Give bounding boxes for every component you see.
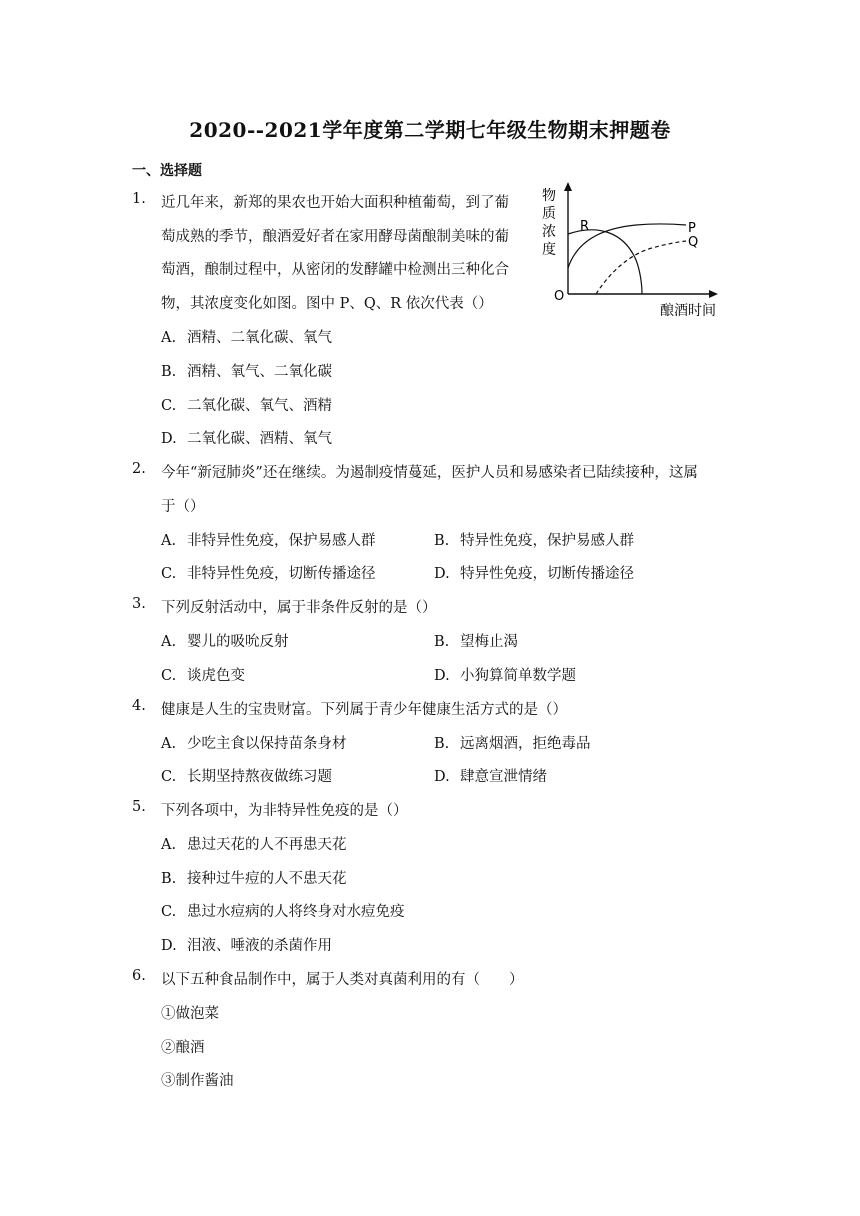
question-text-line: 于（）: [161, 499, 205, 515]
option-text: 特异性免疫，保护易感人群: [460, 533, 634, 549]
question-number: 1.: [132, 191, 146, 207]
option-a[interactable]: [161, 529, 376, 550]
option-letter: A.: [161, 634, 177, 650]
curve-q: [596, 241, 686, 294]
option-letter: A.: [161, 533, 177, 549]
option-c[interactable]: [161, 664, 245, 685]
question-number: 3.: [132, 596, 146, 612]
option-c[interactable]: [161, 562, 376, 583]
option-text: 酒精、氧气、二氧化碳: [187, 364, 332, 380]
curve-label-p: P: [688, 221, 696, 236]
option-b[interactable]: [434, 732, 591, 753]
option-letter: C.: [161, 398, 177, 414]
option-letter: B.: [161, 364, 177, 380]
option-text: 接种过牛痘的人不患天花: [187, 871, 347, 887]
option-text: 长期坚持熬夜做练习题: [187, 769, 332, 785]
option-d[interactable]: [161, 427, 332, 448]
option-letter: D.: [161, 938, 177, 954]
option-text: 二氧化碳、氧气、酒精: [187, 398, 332, 414]
option-letter: A.: [161, 330, 177, 346]
option-b[interactable]: [434, 529, 634, 550]
y-axis-label: 质: [542, 206, 556, 222]
option-text: 肆意宣泄情绪: [460, 769, 547, 785]
option-letter: B.: [434, 634, 450, 650]
option-letter: D.: [434, 769, 450, 785]
option-letter: D.: [434, 566, 450, 582]
option-letter: A.: [161, 837, 177, 853]
list-item: ①做泡菜: [161, 1006, 219, 1022]
option-a[interactable]: [161, 732, 347, 753]
option-letter: D.: [161, 431, 177, 447]
x-axis-label: 酿酒时间: [660, 303, 716, 319]
y-axis-label: 浓: [542, 224, 556, 240]
option-a[interactable]: [161, 326, 332, 347]
option-c[interactable]: [161, 765, 332, 786]
option-text: 特异性免疫，切断传播途径: [460, 566, 634, 582]
curve-label-q: Q: [688, 235, 699, 250]
question-text-line: 近几年来，新郑的果农也开始大面积种植葡萄，到了葡: [161, 195, 509, 211]
option-a[interactable]: [161, 630, 289, 651]
option-text: 二氧化碳、酒精、氧气: [187, 431, 332, 447]
option-text: 非特异性免疫，切断传播途径: [187, 566, 376, 582]
option-letter: C.: [161, 668, 177, 684]
question-number: 5.: [132, 799, 146, 815]
option-text: 远离烟酒，拒绝毒品: [460, 736, 591, 752]
option-text: 非特异性免疫，保护易感人群: [187, 533, 376, 549]
option-letter: C.: [161, 566, 177, 582]
question-text-line: 下列反射活动中，属于非条件反射的是（）: [161, 600, 437, 616]
question-text-line: 下列各项中，为非特异性免疫的是（）: [161, 803, 408, 819]
question-number: 2.: [132, 461, 146, 477]
question-number: 4.: [132, 698, 146, 714]
x-axis-arrow: [709, 290, 718, 298]
option-text: 泪液、唾液的杀菌作用: [187, 938, 332, 954]
y-axis-label: 物: [542, 188, 556, 204]
option-text: 少吃主食以保持苗条身材: [187, 736, 347, 752]
option-d[interactable]: [161, 934, 332, 955]
option-letter: A.: [161, 736, 177, 752]
list-item: ③制作酱油: [161, 1073, 234, 1089]
question-text-line: 萄酒，酿制过程中，从密闭的发酵罐中检测出三种化合: [161, 262, 509, 278]
y-axis-label: 度: [542, 242, 556, 258]
question-text-line: 萄成熟的季节，酿酒爱好者在家用酵母菌酿制美味的葡: [161, 229, 509, 245]
page-title: 2020--2021学年度第二学期七年级生物期末押题卷: [189, 118, 671, 142]
option-letter: B.: [434, 533, 450, 549]
curve-label-r: R: [580, 219, 590, 234]
question-text-line: 以下五种食品制作中，属于人类对真菌利用的有（ ）: [161, 972, 524, 988]
option-d[interactable]: [434, 562, 634, 583]
question-text-line: 物，其浓度变化如图。图中 P、Q、R 依次代表（）: [161, 296, 493, 312]
question-text-line: 今年“新冠肺炎”还在继续。为遏制疫情蔓延，医护人员和易感染者已陆续接种，这属: [161, 465, 698, 481]
option-d[interactable]: [434, 765, 547, 786]
option-text: 患过天花的人不再患天花: [187, 837, 347, 853]
curve-r: [568, 230, 642, 294]
option-text: 酒精、二氧化碳、氧气: [187, 330, 332, 346]
option-d[interactable]: [434, 664, 576, 685]
option-letter: B.: [161, 871, 177, 887]
option-text: 小狗算简单数学题: [460, 668, 576, 684]
option-text: 患过水痘病的人将终身对水痘免疫: [187, 904, 405, 920]
option-a[interactable]: [161, 833, 347, 854]
list-item: ②酿酒: [161, 1040, 205, 1056]
origin-label: O: [554, 289, 565, 304]
option-letter: D.: [434, 668, 450, 684]
question-number: 6.: [132, 968, 146, 984]
option-b[interactable]: [161, 867, 347, 888]
y-axis-arrow: [564, 182, 572, 191]
option-letter: C.: [161, 904, 177, 920]
option-b[interactable]: [161, 360, 332, 381]
option-c[interactable]: [161, 394, 332, 415]
section-heading: 一、选择题: [132, 163, 202, 179]
concentration-figure: [536, 180, 732, 320]
option-c[interactable]: [161, 900, 405, 921]
option-letter: C.: [161, 769, 177, 785]
option-b[interactable]: [434, 630, 518, 651]
question-text-line: 健康是人生的宝贵财富。下列属于青少年健康生活方式的是（）: [161, 702, 567, 718]
option-text: 婴儿的吸吮反射: [187, 634, 289, 650]
option-text: 谈虎色变: [187, 668, 245, 684]
option-text: 望梅止渴: [460, 634, 518, 650]
option-letter: B.: [434, 736, 450, 752]
